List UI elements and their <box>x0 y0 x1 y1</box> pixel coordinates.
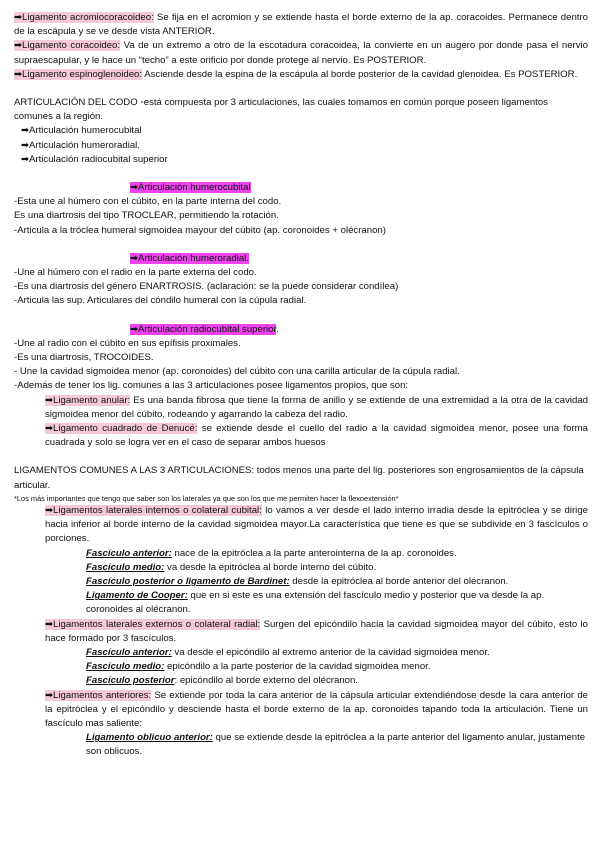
fasciculo-item: Fascículo medio: epicóndilo a la parte posterior de la cavidad sigmoidea menor. <box>86 661 431 673</box>
fasciculo-item: Fascículo posterior: epicóndilo al borde externo del olécranon. <box>86 675 358 687</box>
fasciculo-item: Fascículo anterior: nace de la epitróclea a la parte anterointerna de la ap. coronoides. <box>86 547 457 559</box>
section-heading-radiocubital: ➡Articulación radiocubital superior. <box>130 323 279 335</box>
paragraph-text: Se fija en el acromion y se extiende hasta el borde externo de la ap. coracoides. Permanece dentro de la escápula y se ve desde vista ANTERIOR. <box>14 12 589 38</box>
paragraph-ligamento-denuce: ➡Ligamento cuadrado de Denucé: se extiende desde el cuello del radio a la cavidad sigmoidea menor, posee una forma cuadrada y solo se logra ver en el caso de separar ambos huesos <box>45 423 588 449</box>
ligament-label: ➡Ligamento cuadrado de Denucé: <box>45 423 198 435</box>
codo-list-item: ➡Articulación radiocubital superior <box>21 153 168 165</box>
text-line: - Une la cavidad sigmoidea menor (ap. coronoides) del cúbito con una carilla articular de la cúpula radial. <box>14 366 460 378</box>
text-line: -Esta une al húmero con el cúbito, en la parte interna del codo. <box>14 196 282 208</box>
text-line: -Une al húmero con el radio en la parte externa del codo. <box>14 267 257 279</box>
spacer <box>14 167 588 181</box>
paragraph-espinoglenoideo <box>14 68 588 82</box>
ligament-label: ➡Ligamento anular: <box>45 394 131 406</box>
section-heading-humerocubital: ➡Articulación humerocubital <box>130 182 251 194</box>
ligament-label: ➡Ligamento acromiocoracoideo: <box>14 12 154 23</box>
paragraph-ligamentos-anteriores: ➡Ligamentos anteriores: Se extiende por toda la cara anterior de la cápsula articular extendiéndose desde la cara anterior de la epitróclea y el epicóndilo y desciende hasta el borde externo de la ap. coronoides tapando toda la articulación. Tiene un fascículo mas saliente: <box>45 689 588 729</box>
section-heading-humeroradial: ➡Articulación humeroradial. <box>130 252 249 264</box>
fasciculo-item: Ligamento de Cooper: que en si este es una extensión del fascículo medio y posterior que va desde la ap. coronoides al olécranon. <box>86 590 545 616</box>
codo-list-item: ➡Articulación humeroradial. <box>21 139 140 151</box>
fasciculo-item: Fascículo posterior o ligamento de Bardinet: desde la epitróclea al borde anterior del olécranon. <box>86 575 509 587</box>
ligament-label: ➡Ligamento coracoideo: <box>14 40 121 52</box>
ligament-label: ➡Ligamentos laterales internos o colateral cubital: <box>45 504 262 516</box>
paragraph-ligamento-anular: ➡Ligamento anular: Es una banda fibrosa que tiene la forma de anillo y se extiende de una extremidad a la otra de la cavidad sigmoidea menor del cúbito, rodeando y agarrando la cabeza del radio. <box>45 394 588 420</box>
codo-intro: ARTICULACIÓN DEL CODO ◦está compuesta por 3 articulaciones, las cuales tomamos en común porque poseen ligamentos comunes a la región. <box>14 97 548 123</box>
note-line: *Los más importantes que tengo que saber son los laterales ya que son los que me permiten hacer la flexoextensión* <box>14 493 399 503</box>
ligament-label: ➡Ligamentos anteriores: <box>45 689 152 701</box>
paragraph-laterales-internos: ➡Ligamentos laterales internos o colateral cubital: lo vamos a ver desde el lado interno irradia desde la epitróclea y se dirige hacia inferior al borde interno de la cavidad sigmoidea mayor.La característica que tiene es que se subdivide en 3 fascículos o porciones. <box>45 504 588 545</box>
text-line: -Además de tener los lig. comunes a las 3 articulaciones posee ligamentos propios, que son: <box>14 380 409 392</box>
fasciculo-item: Fascículo anterior: va desde el epicóndilo al extremo anterior de la cavidad sigmoidea menor. <box>86 646 490 658</box>
ligament-label: ➡Ligamentos laterales externos o colateral radial: <box>45 618 261 630</box>
text-line: -Es una diartrosis, TROCOIDES. <box>14 352 154 364</box>
comunes-intro: LIGAMENTOS COMUNES A LAS 3 ARTICULACIONES: todos menos una parte del lig. posteriores son engrosamientos de la cápsula articular. <box>14 465 584 491</box>
fasciculo-item: Ligamento oblicuo anterior: que se extiende desde la epitróclea a la parte anterior del ligamento anular, justamente son oblicuos. <box>86 732 586 758</box>
document-page <box>14 11 588 760</box>
ligament-label: ➡Ligamento espinoglenoideo: <box>14 68 143 80</box>
paragraph-text: Va de un extremo a otro de la escotadura coracoidea, la convierte en un augero por donde pasa el nervio supraescapular, y le hace un “techo” a este orificio por donde protege al nervio. Es POSTERIOR. <box>14 40 588 66</box>
text-line: -Articula a la tróclea humeral sigmoidea mayour del cúbito (ap. coronoides + olécranon) <box>14 224 386 236</box>
text-line: -Articula las sup. Articulares del cóndilo humeral con la cúpula radial. <box>14 295 307 307</box>
text-line: -Une al radio con el cúbito en sus epífisis proximales. <box>14 337 241 349</box>
fasciculo-item: Fascículo medio: va desde la epitróclea al borde interno del cúbito. <box>86 561 377 573</box>
paragraph-coracoideo <box>14 39 588 67</box>
text-line: Es una diartrosis del tipo TROCLEAR, permitiendo la rotación. <box>14 210 279 222</box>
paragraph-text: Asciende desde la espina de la escápula al borde posterior de la cavidad glenoidea. Es POSTERIOR. <box>142 68 578 80</box>
spacer <box>14 309 588 323</box>
spacer <box>14 450 588 464</box>
codo-list-item: ➡Articulación humerocubital <box>21 125 142 137</box>
text-line: -Es una diartrosis del género ENARTROSIS. (aclaración: se la puede considerar condílea) <box>14 281 399 293</box>
paragraph-acromiocoracoideo <box>14 11 588 39</box>
spacer <box>14 238 588 252</box>
spacer <box>14 82 588 96</box>
paragraph-laterales-externos: ➡Ligamentos laterales externos o colateral radial: Surgen del epicóndilo hacia la cavidad sigmoidea mayor del cúbito, esto lo hace formado por 3 fascículos. <box>45 618 588 644</box>
